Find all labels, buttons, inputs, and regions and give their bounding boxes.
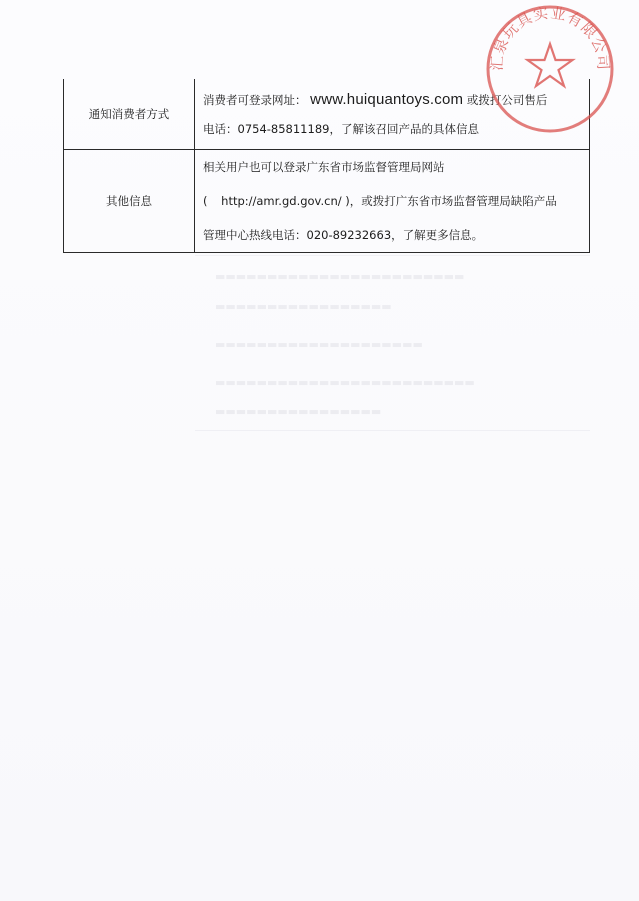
content-line [203, 184, 585, 218]
bleed-through-text: ▬▬▬▬▬▬▬▬▬▬▬▬▬▬▬▬ [215, 405, 382, 418]
website-link[interactable]: www.huiquantoys.com [310, 90, 464, 108]
table-row [64, 150, 590, 253]
bleed-through-text: ▬▬▬▬▬▬▬▬▬▬▬▬▬▬▬▬▬▬▬▬▬▬▬▬▬ [215, 376, 475, 389]
regulator-website-link[interactable]: http://amr.gd.gov.cn/ [221, 194, 342, 208]
bleed-through-text: ▬▬▬▬▬▬▬▬▬▬▬▬▬▬▬▬▬▬▬▬ [215, 338, 423, 351]
content-line [203, 150, 585, 184]
company-seal-stamp [475, 0, 625, 144]
line-text: 或拨打公司售后 [466, 92, 548, 107]
content-line [203, 218, 585, 252]
row-label: 通知消费者方式 [64, 79, 195, 150]
row-label: 其他信息 [64, 150, 195, 253]
line-text: 管理中心热线电话：020-89232663，了解更多信息。 [203, 228, 484, 242]
bleed-through-text: ▬▬▬▬▬▬▬▬▬▬▬▬▬▬▬▬▬ [215, 300, 392, 313]
hotline-text: 电话：0754-85811189，了解该召回产品的具体信息 [203, 121, 479, 136]
line-text: 相关用户也可以登录广东省市场监督管理局网站 [203, 160, 445, 174]
line-text: )，或拨打广东省市场监督管理局缺陷产品 [345, 194, 557, 208]
bleed-through-rule [195, 255, 590, 256]
seal-text: 汇泉玩具实业有限公司 [487, 3, 613, 72]
svg-text:汇泉玩具实业有限公司 [488, 4, 613, 72]
row-content [195, 150, 590, 253]
line-text: 消费者可登录网址： [203, 92, 307, 107]
bleed-through-rule [195, 430, 590, 431]
open-paren: ( [203, 194, 208, 208]
bleed-through-text: ▬▬▬▬▬▬▬▬▬▬▬▬▬▬▬▬▬▬▬▬▬▬▬▬ [215, 270, 465, 283]
